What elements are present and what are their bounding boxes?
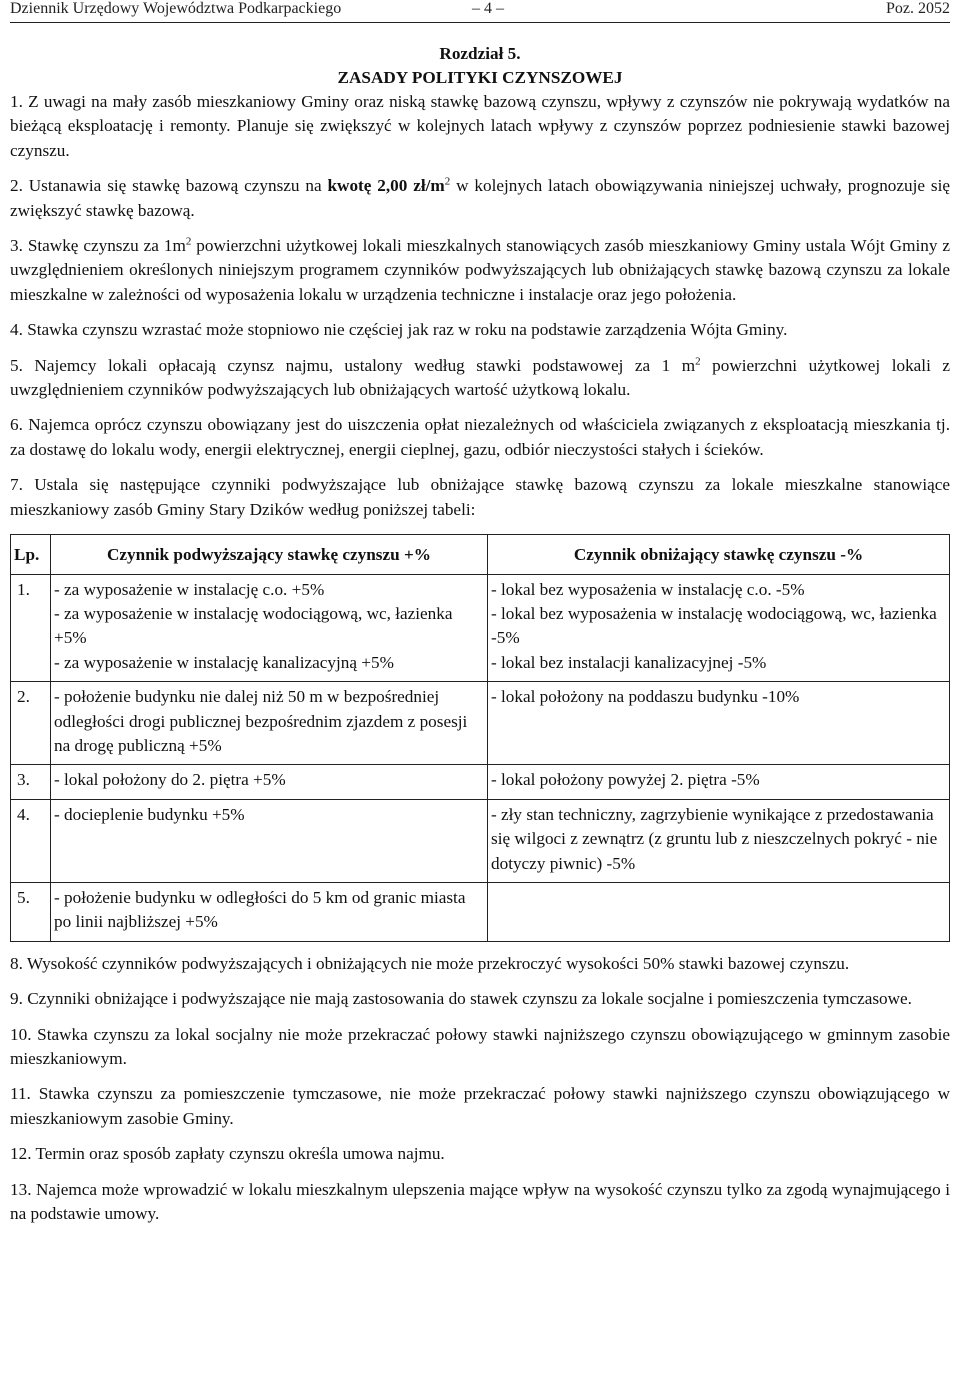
page-number: – 4 – bbox=[472, 0, 504, 17]
superscript: 2 bbox=[185, 235, 192, 248]
decreasing-factor-cell bbox=[488, 882, 950, 941]
paragraph-4: 4. Stawka czynszu wzrastać może stopniowo nie częściej jak raz w roku na podstawie zarządzenia Wójta Gminy. bbox=[10, 320, 788, 340]
row-number: 4. bbox=[11, 799, 51, 882]
paragraph-5-text-a: 5. Najemcy lokali opłacają czynsz najmu, ustalony według stawki podstawowej za 1 m bbox=[10, 355, 696, 375]
paragraph-10: 10. Stawka czynszu za lokal socjalny nie może przekraczać połowy stawki najniższego czynszu obowiązującego w gminnym zasobie mieszkaniowym. bbox=[10, 1024, 950, 1068]
paragraph-2-text-b: w kolejnych latach obowiązywania niniejszej uchwały, prognozuje się zwiększyć stawkę bazową. bbox=[10, 176, 950, 220]
page-header bbox=[10, 0, 950, 23]
table-row bbox=[11, 799, 950, 882]
increasing-factor: - położenie budynku w odległości do 5 km od granic miasta po linii najbliższej +5% bbox=[54, 887, 466, 932]
rent-factors-table bbox=[10, 534, 950, 942]
increasing-factor-cell bbox=[51, 765, 488, 799]
row-number: 2. bbox=[11, 682, 51, 765]
increasing-factor: - położenie budynku nie dalej niż 50 m w bezpośredniej odległości drogi publicznej bezpośrednim zjazdem z posesji na drogę publiczną +5% bbox=[54, 687, 468, 755]
table-row bbox=[11, 574, 950, 682]
increasing-factor-cell bbox=[51, 882, 488, 941]
bottom-paragraphs bbox=[10, 952, 950, 1227]
journal-title: Dziennik Urzędowy Województwa Podkarpackiego bbox=[10, 0, 342, 17]
paragraph-13: 13. Najemca może wprowadzić w lokalu mieszkalnym ulepszenia mające wpływ na wysokość czynszu tylko za zgodą wynajmującego i na podstawie umowy. bbox=[10, 1179, 950, 1224]
decreasing-factor-cell bbox=[488, 682, 950, 765]
decreasing-factor-cell bbox=[488, 765, 950, 799]
row-number: 5. bbox=[11, 882, 51, 941]
increasing-factor: - lokal położony do 2. piętra +5% bbox=[54, 770, 286, 790]
table-row bbox=[11, 765, 950, 799]
paragraph-12: 12. Termin oraz sposób zapłaty czynszu określa umowa najmu. bbox=[10, 1144, 445, 1164]
decreasing-factor-cell bbox=[488, 574, 950, 682]
table-row bbox=[11, 682, 950, 765]
decreasing-factor-cell bbox=[488, 799, 950, 882]
table-row bbox=[11, 882, 950, 941]
chapter-number: Rozdział 5. bbox=[439, 44, 521, 63]
increasing-factor-cell bbox=[51, 799, 488, 882]
paragraph-3-text-b: powierzchni użytkowej lokali mieszkalnych stanowiących zasób mieszkaniowy Gminy ustala Wójt Gminy z uwzględnieniem określonych niniejszym programem czynników podwyższających lub obniżających stawkę bazową czynszu za lokale mieszkalne w zależności od wyposażenia lokalu w urządzenia techniczne i instalacje oraz jego położenia. bbox=[10, 236, 950, 304]
header-increasing: Czynnik podwyższający stawkę czynszu +% bbox=[51, 535, 488, 574]
decreasing-factor: - lokal położony powyżej 2. piętra -5% bbox=[491, 770, 760, 790]
paragraph-3 bbox=[10, 234, 950, 307]
paragraph-5-text-b: powierzchni użytkowej lokali z uwzględnieniem czynników podwyższających lub obniżających wartość użytkową lokalu. bbox=[10, 355, 950, 400]
decreasing-factor: - lokal położony na poddaszu budynku -10% bbox=[491, 687, 800, 707]
row-number: 1. bbox=[11, 574, 51, 682]
paragraph-6: 6. Najemca oprócz czynszu obowiązany jest do uiszczenia opłat niezależnych od właściciela związanych z eksploatacją mieszkania tj. za dostawę do lokalu wody, energii elektrycznej, energii cieplnej, gazu, odbiór nieczystości stałych i ścieków. bbox=[10, 415, 950, 459]
paragraph-8: 8. Wysokość czynników podwyższających i obniżających nie może przekroczyć wysokości 50% stawki bazowej czynszu. bbox=[10, 953, 850, 973]
paragraph-5 bbox=[10, 354, 950, 403]
row-number: 3. bbox=[11, 765, 51, 799]
chapter-title: ZASADY POLITYKI CZYNSZOWEJ bbox=[337, 68, 623, 87]
increasing-factor: - za wyposażenie w instalację wodociągową, wc, łazienka +5% bbox=[54, 603, 453, 648]
position-number: Poz. 2052 bbox=[886, 0, 950, 17]
superscript: 2 bbox=[444, 175, 451, 188]
paragraph-2-text-a: 2. Ustanawia się stawkę bazową czynszu na bbox=[10, 176, 328, 196]
decreasing-factor: - lokal bez instalacji kanalizacyjnej -5% bbox=[491, 652, 767, 672]
superscript: 2 bbox=[695, 354, 701, 367]
table-body bbox=[11, 574, 950, 941]
decreasing-factor: - lokal bez wyposażenia w instalację c.o. -5% bbox=[491, 579, 805, 599]
increasing-factor: - za wyposażenie w instalację kanalizacyjną +5% bbox=[54, 652, 394, 672]
paragraph-7: 7. Ustala się następujące czynniki podwyższające lub obniżające stawkę bazową czynszu za lokale mieszkalne stanowiące mieszkaniowy zasób Gminy Stary Dzików według poniższej tabeli: bbox=[10, 475, 950, 519]
base-rate-amount: kwotę 2,00 zł/m bbox=[327, 176, 445, 196]
increasing-factor: - za wyposażenie w instalację c.o. +5% bbox=[54, 579, 325, 599]
header-decreasing: Czynnik obniżający stawkę czynszu -% bbox=[488, 535, 950, 574]
increasing-factor: - docieplenie budynku +5% bbox=[54, 804, 245, 824]
decreasing-factor: - lokal bez wyposażenia w instalację wodociągową, wc, łazienka -5% bbox=[491, 603, 937, 648]
increasing-factor-cell bbox=[51, 682, 488, 765]
paragraph-1: 1. Z uwagi na mały zasób mieszkaniowy Gminy oraz niską stawkę bazową czynszu, wpływy z czynszów nie pokrywają wydatków na bieżącą eksploatację i remonty. Planuje się zwiększyć w kolejnych latach wpływy z czynszów poprzez podniesienie stawki bazowej czynszu. bbox=[10, 92, 950, 160]
paragraph-9: 9. Czynniki obniżające i podwyższające nie mają zastosowania do stawek czynszu za lokale socjalne i pomieszczenia tymczasowe. bbox=[10, 989, 912, 1009]
decreasing-factor: - zły stan techniczny, zagrzybienie wynikające z przedostawania się wilgoci z zewnątrz (z gruntu lub z nieszczelnych pokryć - nie dotyczy piwnic) -5% bbox=[491, 804, 938, 873]
header-lp: Lp. bbox=[11, 535, 51, 574]
paragraph-3-text-a: 3. Stawkę czynszu za 1m bbox=[10, 236, 186, 256]
document-page bbox=[10, 0, 950, 1226]
chapter-heading bbox=[10, 42, 950, 90]
table-header-row bbox=[11, 535, 950, 574]
increasing-factor-cell bbox=[51, 574, 488, 682]
paragraph-2 bbox=[10, 174, 950, 223]
paragraph-11: 11. Stawka czynszu za pomieszczenie tymczasowe, nie może przekraczać połowy stawki najniższego czynszu obowiązującego w mieszkaniowym zasobie Gminy. bbox=[10, 1084, 950, 1128]
